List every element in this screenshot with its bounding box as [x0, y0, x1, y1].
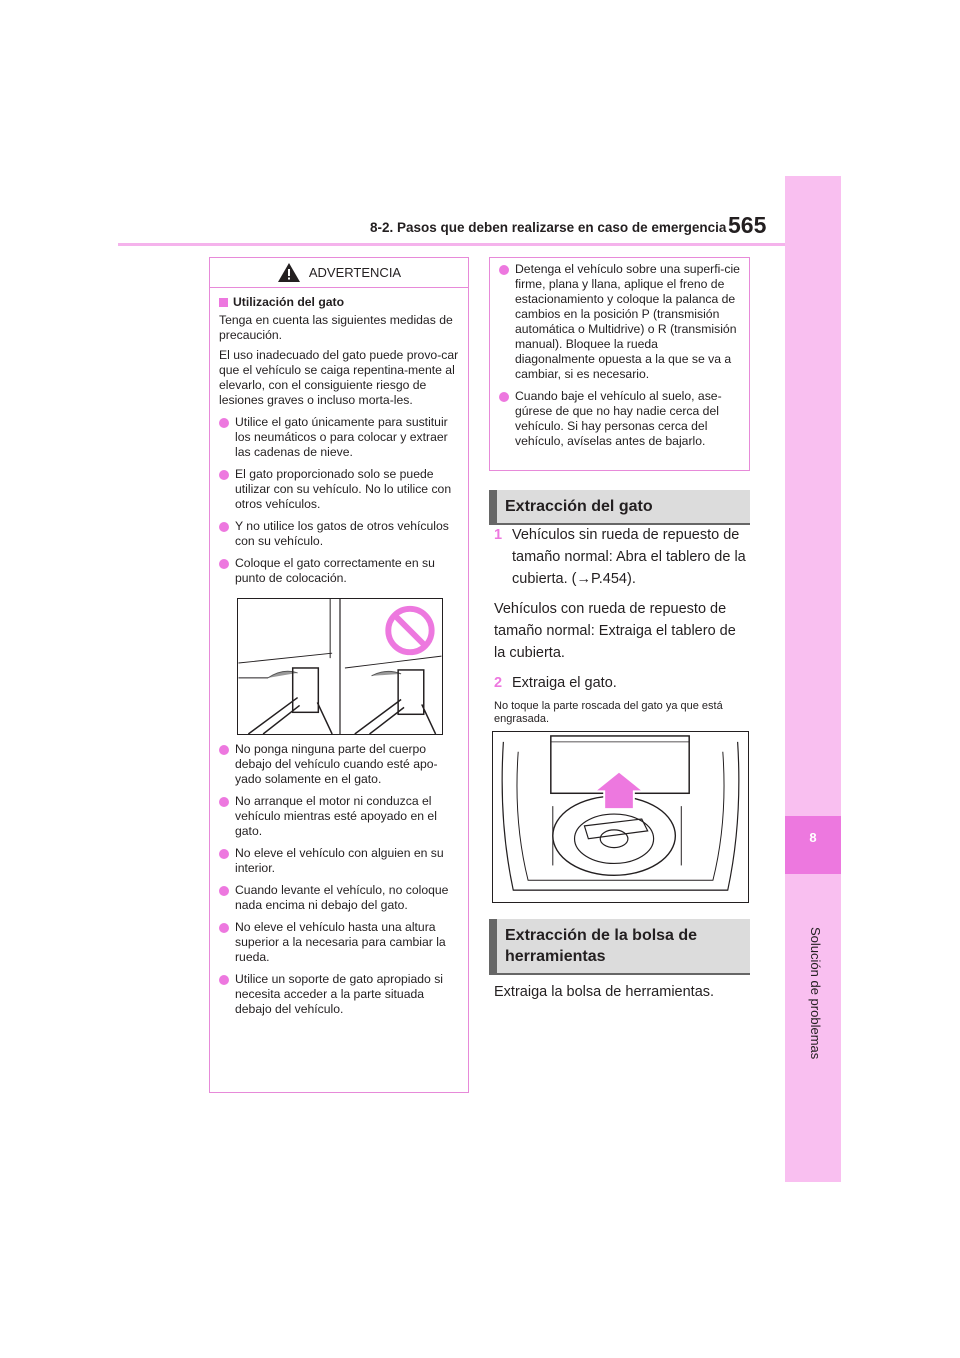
step-text: Extraiga el gato. [512, 675, 617, 691]
chapter-label: Solución de problemas [808, 927, 823, 1060]
warning-box [209, 257, 469, 1093]
list-item [219, 883, 459, 913]
square-bullet-icon [219, 298, 228, 307]
warning-box-continued [489, 257, 750, 471]
bullet-dot-icon [219, 522, 229, 532]
list-item [219, 415, 459, 460]
bullet-dot-icon [219, 418, 229, 428]
bullet-dot-icon [219, 975, 229, 985]
list-item [219, 846, 459, 876]
jack-steps [494, 524, 750, 726]
bullet-dot-icon [499, 265, 509, 275]
list-item [219, 742, 459, 787]
toolbag-instruction: Extraiga la bolsa de herramientas. [494, 984, 715, 1000]
list-item-text: Detenga el vehículo sobre una superfi-cie firme, plana y llana, aplique el freno de estacionamiento y coloque la palanca de cambios en la posición P (transmisión automática o Multidrive) o R (transmisión manual). Bloquee la rueda diagonalmente opuesta a la que se va a cambiar, si es necesario. [515, 262, 740, 381]
list-item-text: El gato proporcionado solo se puede utilizar con su vehículo. No lo utilice con otros vehículos. [235, 467, 452, 511]
section-title-text: Utilización del gato [233, 295, 345, 309]
trunk-jack-illustration [492, 731, 749, 903]
step-1-alternative: Vehículos con rueda de repuesto de tamaño normal: Extraiga el tablero de la cubierta. [494, 601, 736, 661]
warning-heading: ADVERTENCIA [308, 265, 402, 280]
list-item [219, 467, 459, 512]
bullet-dot-icon [219, 797, 229, 807]
bullet-dot-icon [219, 470, 229, 480]
step-1 [494, 524, 750, 590]
section-heading-toolbag: Extracción de la bolsa de herramientas [489, 919, 750, 975]
bullet-dot-icon [499, 392, 509, 402]
chapter-number: 8 [809, 830, 817, 845]
list-item-text: Utilice el gato únicamente para sustituir los neumáticos o para colocar y extraer las cadenas de nieve. [235, 415, 448, 459]
warning-header [210, 258, 468, 288]
list-item-text: Utilice un soporte de gato apropiado si necesita acceder a la parte situada debajo del vehículo. [235, 972, 443, 1016]
bullet-dot-icon [219, 559, 229, 569]
chapter-title: 8-2. Pasos que deben realizarse en caso de emergencia [370, 220, 727, 235]
warning-intro-2: El uso inadecuado del gato puede provo-car que el vehículo se caiga repentina-mente al elevarlo, con el consiguiente riesgo de lesiones graves o incluso morta-les. [219, 348, 459, 407]
warning-section-title [219, 295, 459, 310]
list-item-text: Cuando baje el vehículo al suelo, ase-gúrese de que no hay nadie cerca del vehículo. Si hay personas cerca del vehículo, avíselas antes de bajarlo. [515, 389, 722, 448]
list-item-text: No eleve el vehículo con alguien en su interior. [235, 846, 444, 875]
bullet-dot-icon [219, 923, 229, 933]
section-heading-jack: Extracción del gato [489, 490, 750, 525]
step-text: Vehículos sin rueda de repuesto de tamaño normal: Abra el tablero de la cubierta. (→P.454). [512, 527, 746, 587]
bullet-dot-icon [219, 849, 229, 859]
step-2 [494, 672, 750, 694]
warning-intro-1: Tenga en cuenta las siguientes medidas de precaución. [219, 313, 453, 342]
list-item-text: No arranque el motor ni conduzca el vehículo mientras esté apoyado en el gato. [235, 794, 437, 838]
list-item [499, 389, 740, 449]
list-item [219, 556, 459, 586]
step-number: 1 [494, 527, 503, 543]
jack-placement-illustration [237, 598, 443, 735]
list-item [219, 794, 459, 839]
list-item [219, 519, 459, 549]
list-item [219, 972, 459, 1017]
list-item-text: No eleve el vehículo hasta una altura superior a la necesaria para cambiar la rueda. [235, 920, 446, 964]
warning-triangle-icon [277, 262, 301, 283]
list-item [499, 262, 740, 382]
warning-body [210, 288, 468, 1017]
list-item [219, 920, 459, 965]
list-item-text: Coloque el gato correctamente en su punto de colocación. [235, 556, 435, 585]
list-item-text: Y no utilice los gatos de otros vehículos con su vehículo. [235, 519, 449, 548]
header-rule [118, 243, 785, 246]
list-item-text: No ponga ninguna parte del cuerpo debajo del vehículo cuando esté apo-yado solamente en el gato. [235, 742, 438, 786]
chapter-number-box [785, 816, 841, 874]
warning-continued-body [490, 258, 749, 449]
bullet-dot-icon [219, 745, 229, 755]
grease-note: No toque la parte roscada del gato ya que está engrasada. [494, 700, 723, 725]
page-number: 565 [728, 212, 767, 238]
step-number: 2 [494, 675, 503, 691]
list-item-text: Cuando levante el vehículo, no coloque nada encima ni debajo del gato. [235, 883, 449, 912]
bullet-dot-icon [219, 886, 229, 896]
